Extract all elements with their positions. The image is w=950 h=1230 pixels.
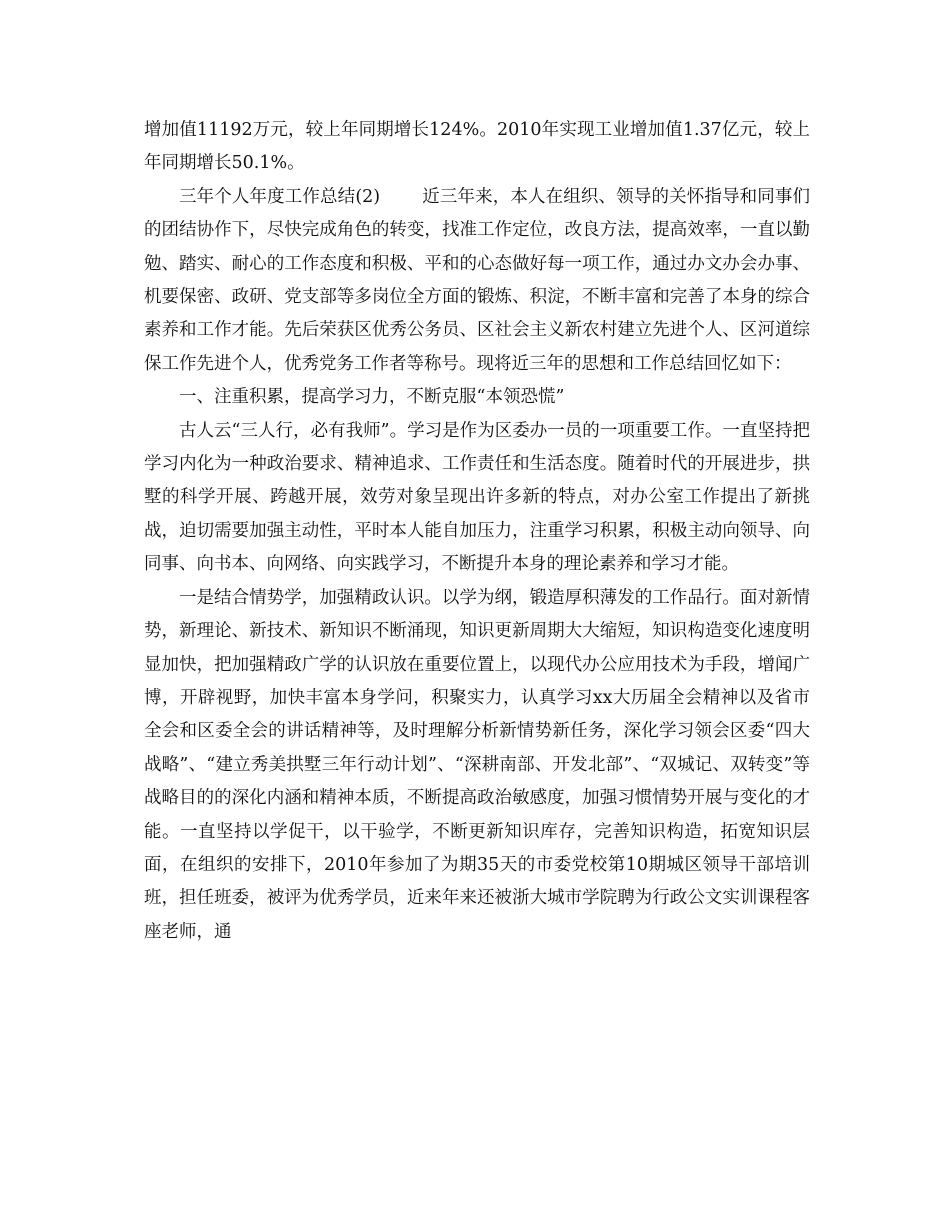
paragraph-2 — [144, 181, 810, 381]
paragraph-3: 古人云“三人行，必有我师”。学习是作为区委办一员的一项重要工作。一直坚持把学习内化为一种政治要求、精神追求、工作责任和生活态度。随着时代的开展进步，拱墅的科学开展、跨越开展，效劳对象呈现出许多新的特点，对办公室工作提出了新挑战，迫切需要加强主动性，平时本人能自加压力，注重学习积累，积极主动向领导、向同事、向书本、向网络、向实践学习，不断提升本身的理论素养和学习才能。 — [144, 420, 810, 575]
paragraph-1: 增加值11192万元，较上年同期增长124%。2010年实现工业增加值1.37亿元，较上年同期增长50.1%。 — [144, 120, 810, 174]
paragraph-2-text: 近三年来，本人在组织、领导的关怀指导和同事们的团结协作下，尽快完成角色的转变，找准工作定位，改良方法，提高效率，一直以勤勉、踏实、耐心的工作态度和积极、平和的心态做好每一项工作，通过办文办会办事、机要保密、政研、党支部等多岗位全方面的锻炼、积淀，不断丰富和完善了本身的综合素养和工作才能。先后荣获区优秀公务员、区社会主义新农村建立先进个人、区河道综保工作先进个人，优秀党务工作者等称号。现将近三年的思想和工作总结回忆如下： — [144, 186, 810, 374]
heading-section-1: 一、注重积累，提高学习力，不断克服“本领恐慌” — [179, 387, 565, 408]
section-title: 三年个人年度工作总结(2) — [179, 186, 381, 207]
document-body — [144, 114, 810, 949]
paragraph-4: 一是结合情势学，加强精政认识。以学为纲，锻造厚积薄发的工作品行。面对新情势，新理论、新技术、新知识不断涌现，知识更新周期大大缩短，知识构造变化速度明显加快，把加强精政广学的认识放在重要位置上，以现代办公应用技术为手段，增闻广博，开辟视野，加快丰富本身学问，积聚实力，认真学习xx大历届全会精神以及省市全会和区委全会的讲话精神等，及时理解分析新情势新任务，深化学习领会区委“四大战略”、“建立秀美拱墅三年行动计划”、“深耕南部、开发北部”、“双城记、双转变”等战略目的的深化内涵和精神本质，不断提高政治敏感度，加强习惯情势开展与变化的才能。一直坚持以学促干，以干验学，不断更新知识库存，完善知识构造，拓宽知识层面，在组织的安排下，2010年参加了为期35天的市委党校第10期城区领导干部培训班，担任班委，被评为优秀学员，近来年来还被浙大城市学院聘为行政公文实训课程客座老师，通 — [144, 587, 810, 942]
